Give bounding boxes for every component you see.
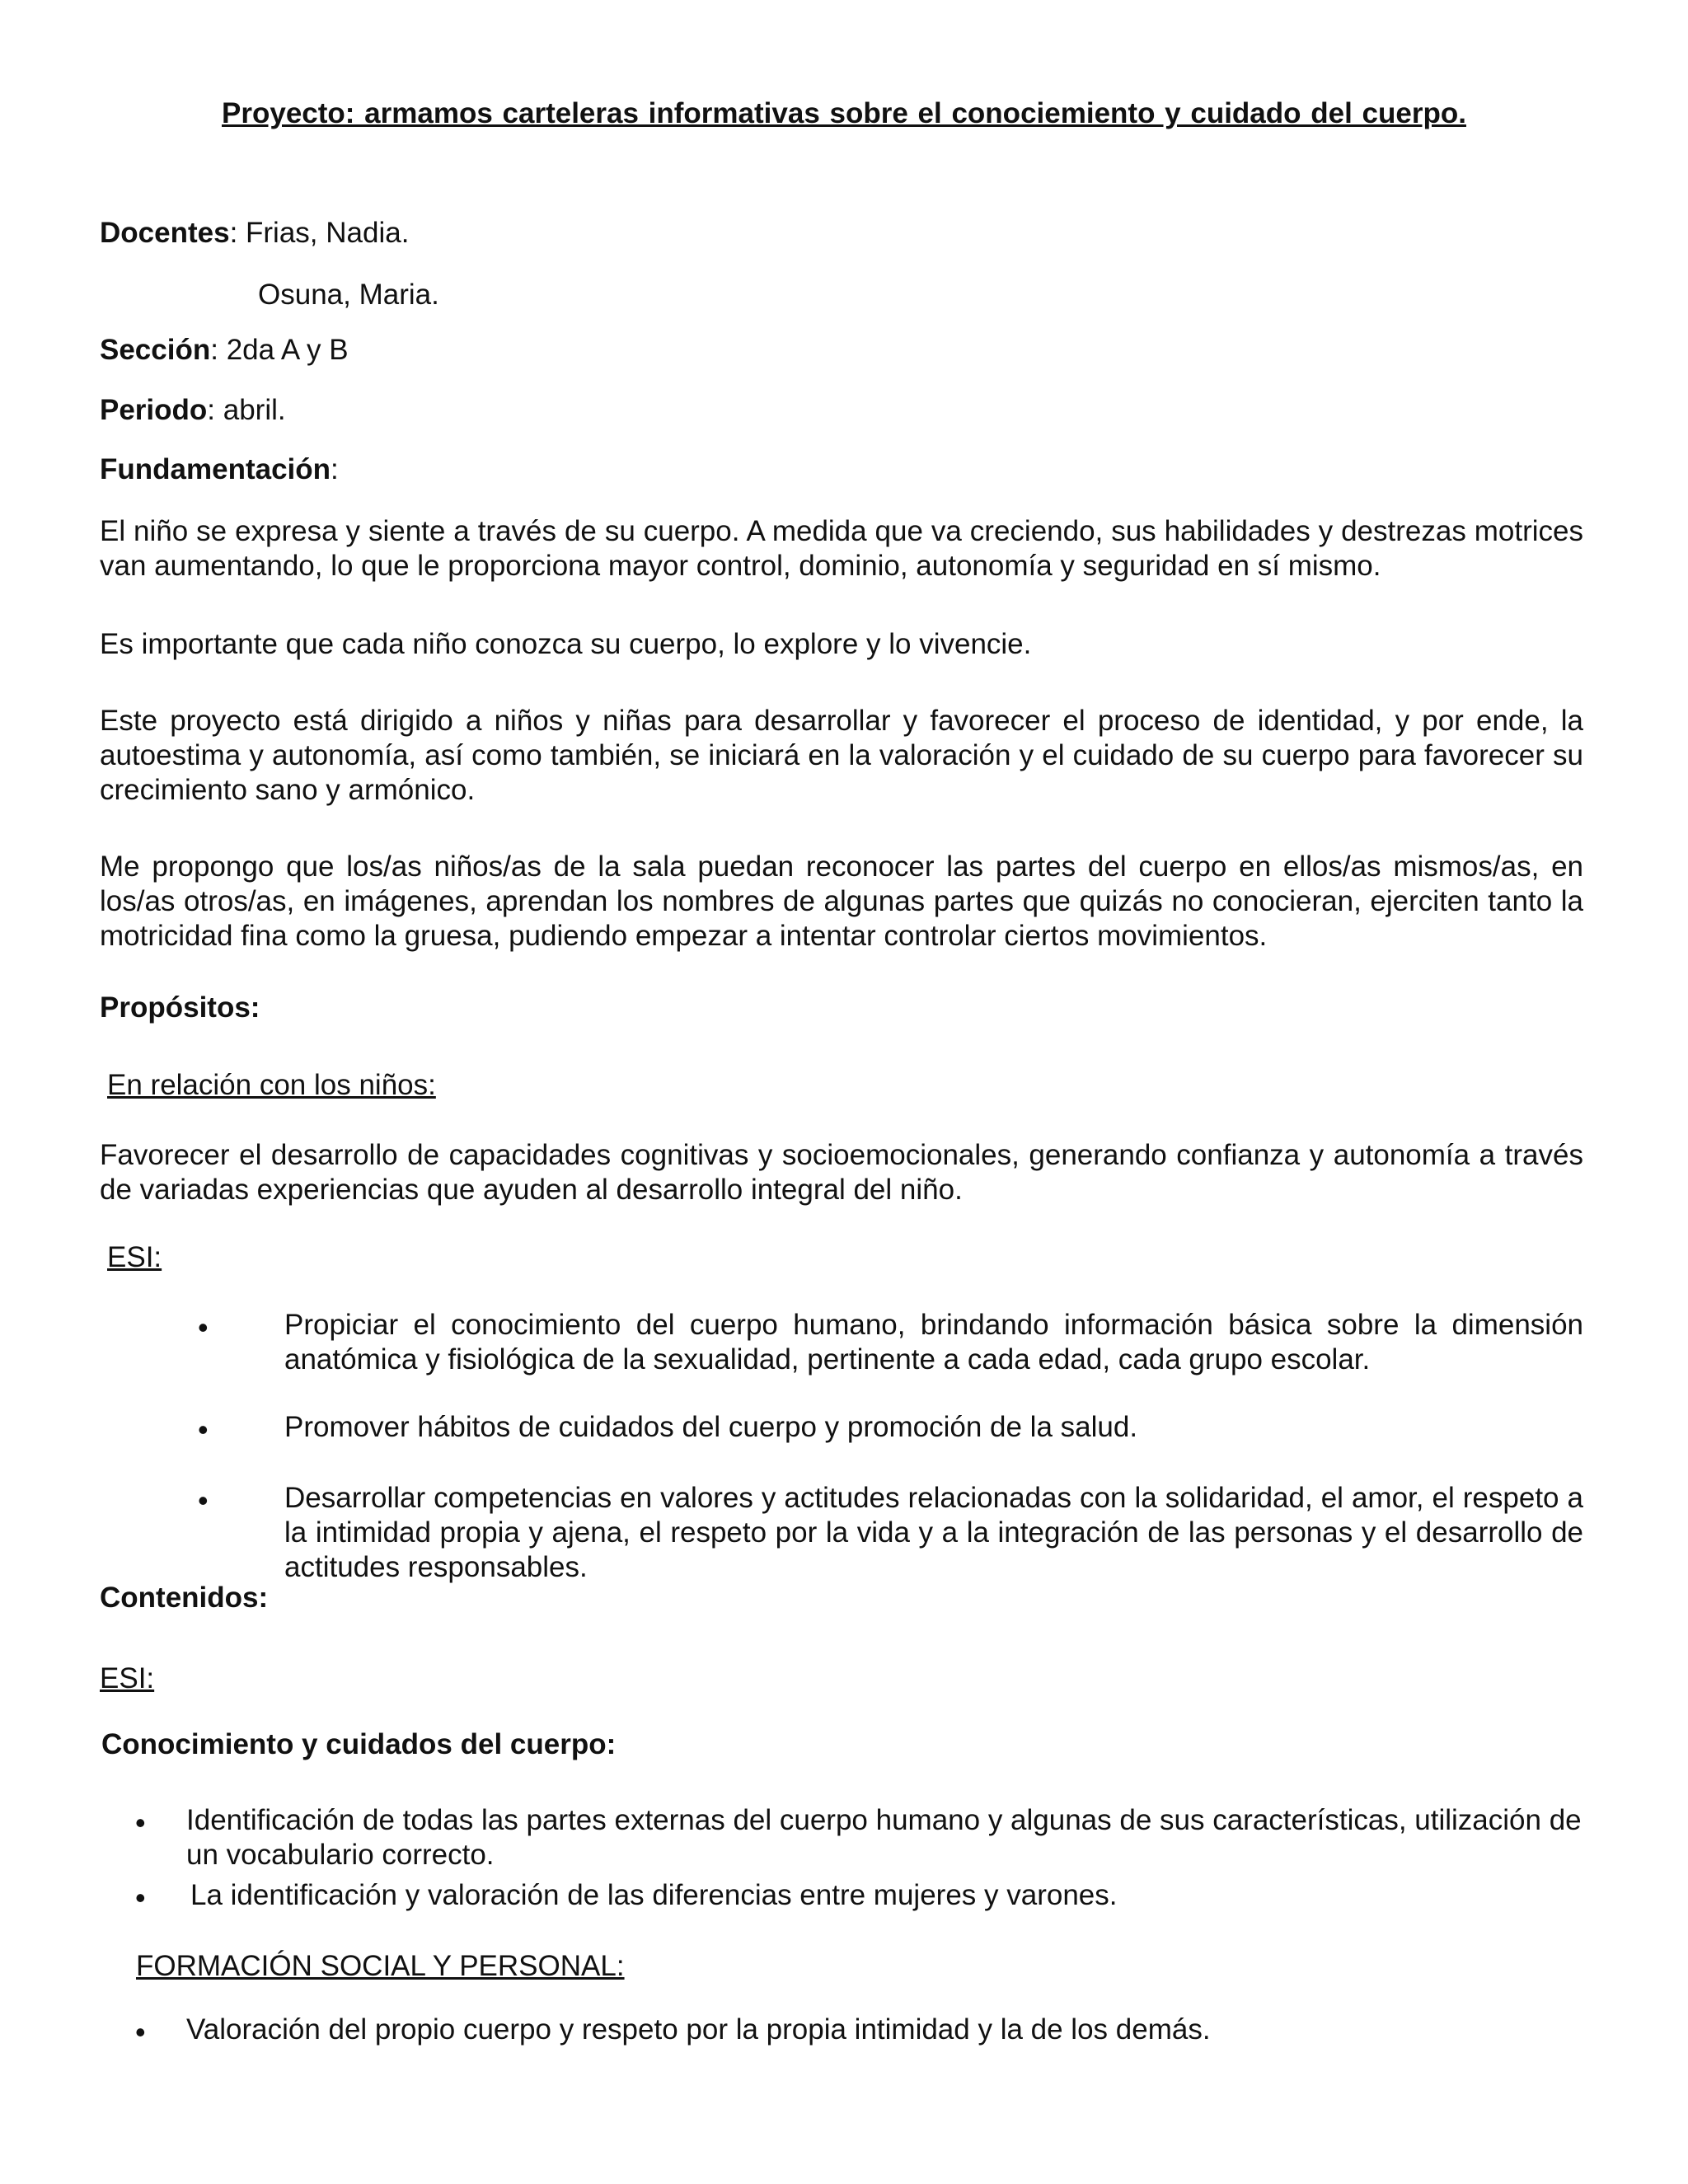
conocimiento-cuidados-heading: Conocimiento y cuidados del cuerpo: (101, 1728, 617, 1760)
docentes-label: Docentes (100, 217, 230, 249)
docente-1: Frias, Nadia. (246, 217, 410, 249)
propositos-esi-heading: ESI: (107, 1241, 162, 1273)
document-title: Proyecto: armamos carteleras informativas sobre el conociemiento y cuidado del cuerpo. (222, 97, 1466, 129)
bullet-icon: • (135, 1806, 146, 1840)
propositos-ninos-heading: En relación con los niños: (107, 1069, 436, 1101)
esi-item-1: Propiciar el conocimiento del cuerpo humano, brindando información básica sobre la dimensión anatómica y fisiológica de la sexualidad, pertinente a cada edad, cada grupo escolar. (284, 1309, 1583, 1376)
bullet-icon: • (198, 1413, 209, 1446)
formacion-item-1: Valoración del propio cuerpo y respeto por la propia intimidad y la de los demás. (186, 2013, 1211, 2046)
periodo-line: Periodo: abril. (100, 394, 286, 426)
contenidos-esi-heading: ESI: (100, 1662, 155, 1694)
esi-item-2: Promover hábitos de cuidados del cuerpo y promoción de la salud. (284, 1411, 1138, 1443)
periodo-label: Periodo (100, 394, 208, 426)
periodo-value: abril. (223, 394, 286, 426)
fundamentacion-paragraph-4: Me propongo que los/as niños/as de la sala puedan reconocer las partes del cuerpo en ellos/as mismos/as, en los/as otros/as, en imágenes, aprendan los nombres de algunas partes que quizás no conocieran, ejerciten tanto la motricidad fina como la gruesa, pudiendo empezar a intentar controlar ciertos movimientos. (100, 851, 1583, 952)
propositos-heading: Propósitos: (100, 991, 260, 1024)
cuerpo-item-1: Identificación de todas las partes externas del cuerpo humano y algunas de sus características, utilización de un vocabulario correcto. (186, 1804, 1582, 1871)
formacion-social-heading: FORMACIÓN SOCIAL Y PERSONAL: (136, 1950, 625, 1982)
propositos-ninos-text: Favorecer el desarrollo de capacidades cognitivas y socioemocionales, generando confianza y autonomía a través de variadas experiencias que ayuden al desarrollo integral del niño. (100, 1139, 1583, 1206)
seccion-line: Sección: 2da A y B (100, 334, 349, 366)
fundamentacion-paragraph-1: El niño se expresa y siente a través de su cuerpo. A medida que va creciendo, sus habilidades y destrezas motrices van aumentando, lo que le proporciona mayor control, dominio, autonomía y seguridad en sí mismo. (100, 515, 1583, 582)
seccion-value: 2da A y B (226, 334, 349, 366)
fundamentacion-paragraph-3: Este proyecto está dirigido a niños y niñas para desarrollar y favorecer el proceso de identidad, y por ende, la autoestima y autonomía, así como también, se iniciará en la valoración y el cuidado de su cuerpo para favorecer su crecimiento sano y armónico. (100, 705, 1583, 806)
fundamentacion-paragraph-2: Es importante que cada niño conozca su cuerpo, lo explore y lo vivencie. (100, 628, 1032, 660)
bullet-icon: • (135, 1881, 146, 1915)
cuerpo-item-2: La identificación y valoración de las diferencias entre mujeres y varones. (190, 1879, 1118, 1911)
contenidos-heading: Contenidos: (100, 1582, 269, 1614)
docentes-line: Docentes: Frias, Nadia. (100, 217, 410, 249)
fundamentacion-label: Fundamentación (100, 453, 331, 485)
bullet-icon: • (198, 1483, 209, 1517)
esi-item-3: Desarrollar competencias en valores y actitudes relacionadas con la solidaridad, el amor, el respeto a la intimidad propia y ajena, el respeto por la vida y a la integración de las personas y el desarrollo de actitudes responsables. (284, 1482, 1583, 1583)
bullet-icon: • (135, 2015, 146, 2049)
bullet-icon: • (198, 1310, 209, 1344)
fundamentacion-line: Fundamentación: (100, 453, 339, 485)
seccion-label: Sección (100, 334, 211, 366)
docente-2: Osuna, Maria. (258, 279, 439, 311)
